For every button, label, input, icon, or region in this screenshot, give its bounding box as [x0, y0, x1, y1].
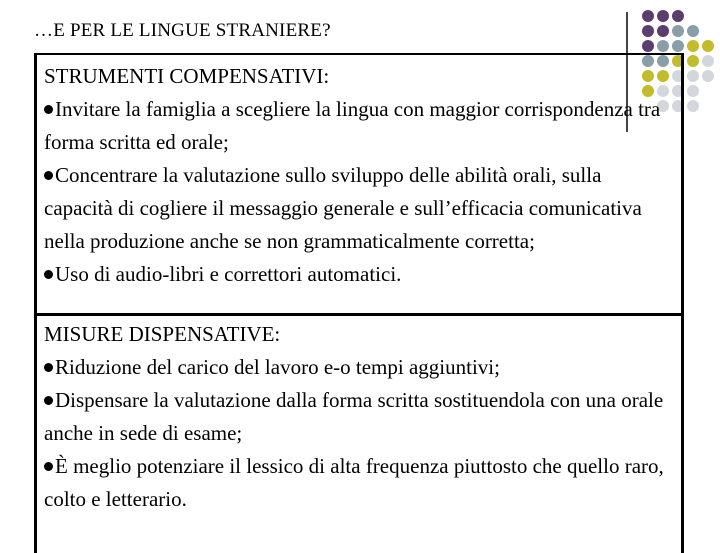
decorative-dot	[657, 10, 669, 22]
strumenti-item	[44, 93, 674, 159]
misure-section	[44, 318, 674, 516]
section-divider	[34, 313, 684, 316]
decorative-dot	[672, 40, 684, 52]
bullet-icon	[44, 396, 53, 405]
bullet-icon	[44, 171, 53, 180]
slide-title: …E PER LE LINGUE STRANIERE?	[34, 20, 331, 41]
strumenti-item-text: Concentrare la valutazione sullo sviluppo delle abilità orali, sulla capacità di cogliere il messaggio generale e sull’efficacia comunicativa nella produzione anche se non grammaticalmente corretta;	[44, 163, 642, 253]
bullet-icon	[44, 270, 53, 279]
strumenti-heading: STRUMENTI COMPENSATIVI:	[44, 64, 330, 88]
strumenti-item	[44, 258, 674, 291]
decorative-dot	[687, 55, 699, 67]
misure-item	[44, 351, 674, 384]
misure-item-text: È meglio potenziare il lessico di alta frequenza piuttosto che quello raro, colto e letterario.	[44, 454, 664, 511]
decorative-dot	[642, 10, 654, 22]
decorative-dot	[672, 10, 684, 22]
strumenti-item-text: Invitare la famiglia a scegliere la lingua con maggior corrispondenza tra forma scritta ed orale;	[44, 97, 661, 154]
decorative-dot	[687, 85, 699, 97]
strumenti-item-text: Uso di audio-libri e correttori automatici.	[55, 262, 402, 286]
bullet-icon	[44, 105, 53, 114]
decorative-dot	[687, 25, 699, 37]
decorative-dot	[702, 70, 714, 82]
decorative-dot	[687, 40, 699, 52]
decorative-dot	[702, 55, 714, 67]
misure-item	[44, 384, 674, 450]
bullet-icon	[44, 462, 53, 471]
decorative-dot	[657, 40, 669, 52]
strumenti-item	[44, 159, 674, 258]
bullet-icon	[44, 363, 53, 372]
decorative-dot	[672, 25, 684, 37]
misure-item	[44, 450, 674, 516]
misure-item-text: Dispensare la valutazione dalla forma scritta sostituendola con una orale anche in sede di esame;	[44, 388, 664, 445]
misure-item-text: Riduzione del carico del lavoro e-o tempi aggiuntivi;	[55, 355, 500, 379]
decorative-dot	[702, 40, 714, 52]
decorative-dot	[687, 70, 699, 82]
decorative-dot	[657, 25, 669, 37]
misure-heading: MISURE DISPENSATIVE:	[44, 322, 281, 346]
decorative-dot	[687, 100, 699, 112]
decorative-dot	[642, 40, 654, 52]
strumenti-section	[44, 60, 674, 291]
decorative-dot	[642, 25, 654, 37]
